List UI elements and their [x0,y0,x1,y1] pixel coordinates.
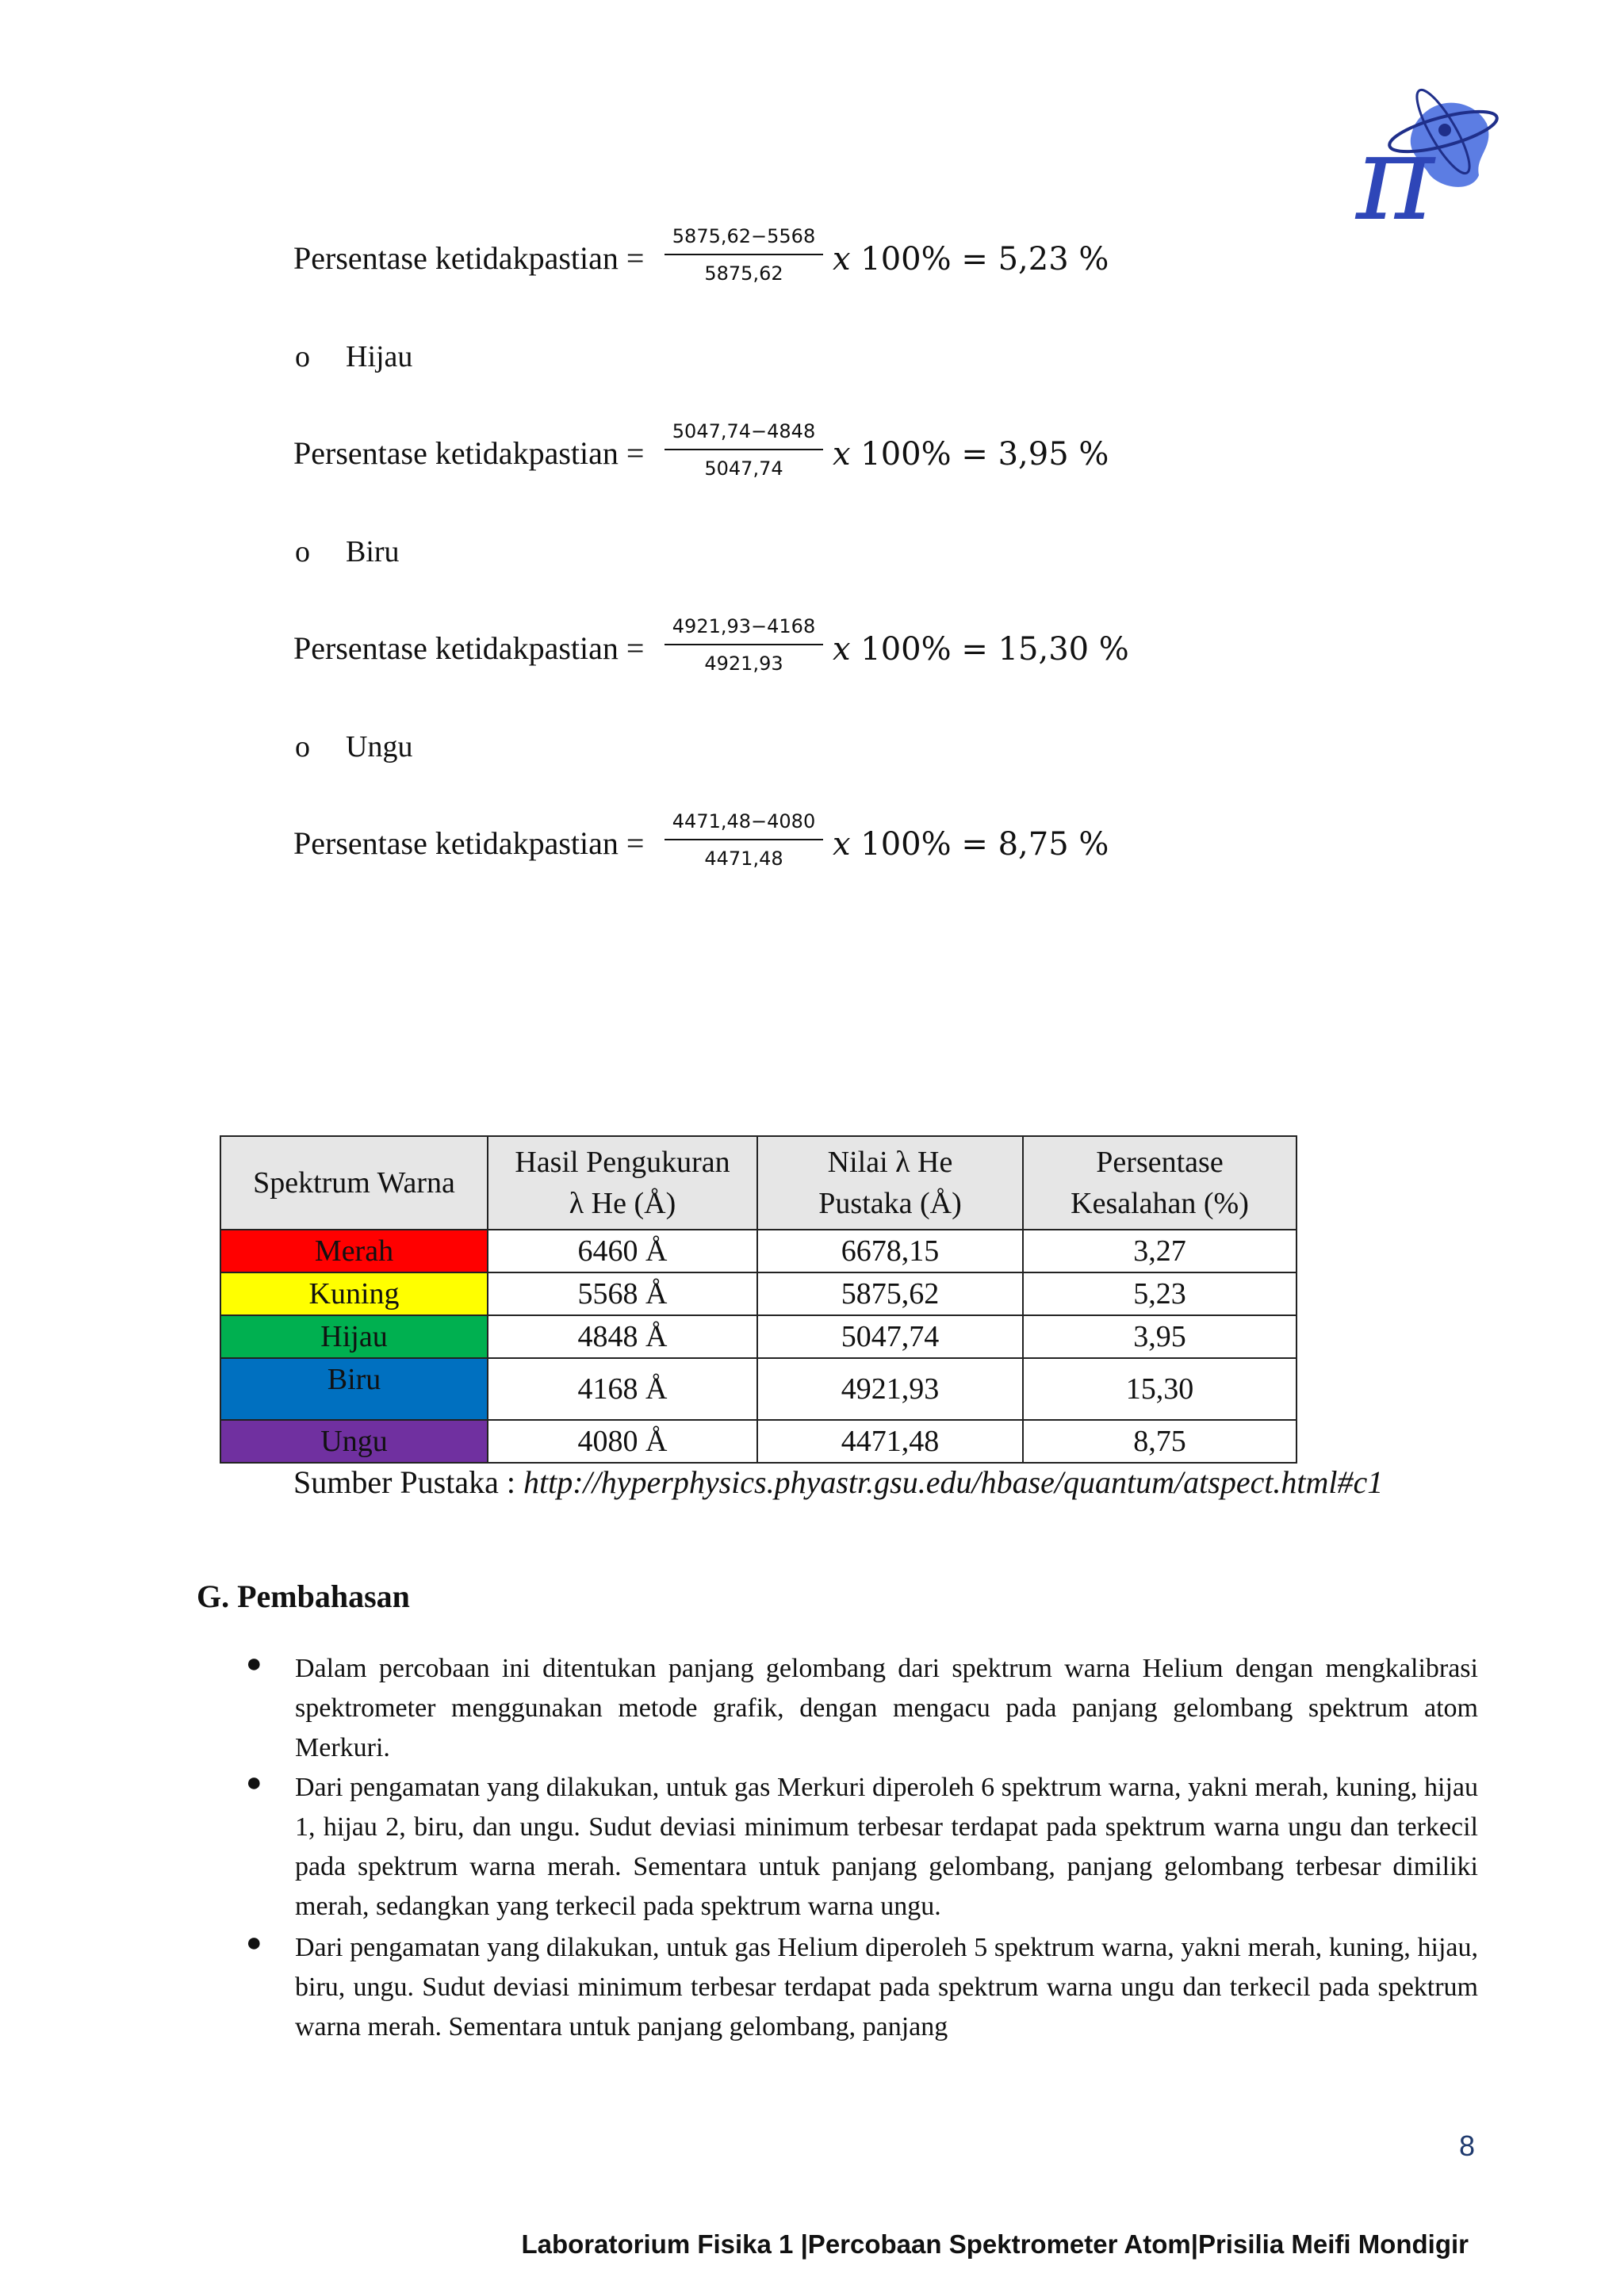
discussion-paragraph: Dalam percobaan ini ditentukan panjang gelombang dari spektrum warna Helium dengan mengkalibrasi spektrometer menggunakan metode grafik, dengan mengacu pada panjang gelombang spektrum atom Merkuri. [295,1654,1478,1762]
discussion-paragraph: Dari pengamatan yang dilakukan, untuk gas Merkuri diperoleh 6 spektrum warna, yakni merah, kuning, hijau 1, hijau 2, biru, dan ungu. Sudut deviasi minimum terbesar terdapat pada spektrum warna ungu dan terkecil pada spektrum warna merah. Sementara untuk panjang gelombang, panjang gelombang terbesar dimiliki merah, sedangkan yang terkecil pada spektrum warna ungu. [295,1773,1478,1921]
measured-cell: 4080 Å [488,1420,757,1463]
equation-result: x 100% = 8,75 % [833,826,1109,863]
reference-cell: 5875,62 [757,1272,1023,1315]
pi-glyph: π [1356,109,1434,235]
header-nilai-pustaka: Nilai λ He Pustaka (Å) [757,1136,1023,1230]
equation-ungu [293,807,1245,894]
error-cell: 3,27 [1023,1230,1297,1272]
measured-cell: 5568 Å [488,1272,757,1315]
error-cell: 3,95 [1023,1315,1297,1358]
table-row [220,1420,1297,1463]
equation-label: Persentase ketidakpastian = [293,435,645,471]
color-cell: Hijau [220,1315,488,1358]
fraction [665,807,823,872]
equation-label: Persentase ketidakpastian = [293,630,645,666]
bullet-dot: ● [246,1928,262,1957]
source-url[interactable]: http://hyperphysics.phyastr.gsu.edu/hbase/quantum/atspect.html#c1 [523,1464,1384,1500]
equation-result: x 100% = 15,30 % [833,631,1129,668]
fraction [665,417,823,482]
wavelength-table [220,1135,1297,1464]
header-persentase-kesalahan: Persentase Kesalahan (%) [1023,1136,1297,1230]
table-row [220,1230,1297,1272]
error-cell: 8,75 [1023,1420,1297,1463]
measured-cell: 6460 Å [488,1230,757,1272]
color-cell: Biru [220,1358,488,1420]
table-row [220,1315,1297,1358]
table-row [220,1358,1297,1420]
equation-label: Persentase ketidakpastian = [293,825,645,861]
equation-kuning [293,222,1245,309]
fraction [665,612,823,677]
bullet-biru: o Biru [295,535,400,568]
measured-cell: 4168 Å [488,1358,757,1420]
fraction-numerator: 4921,93−4168 [672,615,816,637]
discussion-paragraph: Dari pengamatan yang dilakukan, untuk gas Helium diperoleh 5 spektrum warna, yakni merah, kuning, hijau, biru, ungu. Sudut deviasi minimum terbesar terdapat pada spektrum warna ungu dan terkecil pada spektrum warna merah. Sementara untuk panjang gelombang, panjang [295,1933,1478,2042]
fraction-denominator: 5875,62 [704,262,783,285]
equation-result: x 100% = 5,23 % [833,241,1109,277]
fraction-denominator: 4471,48 [704,848,783,870]
measured-cell: 4848 Å [488,1315,757,1358]
fraction-denominator: 4921,93 [704,652,783,675]
table-row [220,1272,1297,1315]
bullet-hijau: o Hijau [295,340,413,373]
equation-hijau [293,417,1245,504]
color-cell: Kuning [220,1272,488,1315]
bullet-dot: ● [246,1768,262,1797]
source-reference: Sumber Pustaka : http://hyperphysics.phyastr.gsu.edu/hbase/quantum/atspect.html#c1 [293,1464,1384,1500]
table-header-row [220,1136,1297,1230]
bullet-ungu: o Ungu [295,730,413,763]
reference-cell: 4921,93 [757,1358,1023,1420]
section-heading: G. Pembahasan [197,1578,410,1614]
equation-label: Persentase ketidakpastian = [293,240,645,276]
color-cell: Ungu [220,1420,488,1463]
pi-logo [1340,76,1499,235]
page-footer: Laboratorium Fisika 1 |Percobaan Spektrometer Atom|Prisilia Meifi Mondigir [521,2229,1469,2259]
fraction-numerator: 4471,48−4080 [672,810,816,832]
error-cell: 15,30 [1023,1358,1297,1420]
reference-cell: 6678,15 [757,1230,1023,1272]
reference-cell: 4471,48 [757,1420,1023,1463]
fraction-numerator: 5875,62−5568 [672,225,816,247]
equation-result: x 100% = 3,95 % [833,436,1109,473]
fraction-numerator: 5047,74−4848 [672,420,816,442]
header-spektrum-warna: Spektrum Warna [220,1136,488,1230]
bullet-dot: ● [246,1649,262,1678]
reference-cell: 5047,74 [757,1315,1023,1358]
color-cell: Merah [220,1230,488,1272]
page-number: 8 [1459,2130,1476,2162]
fraction-denominator: 5047,74 [704,457,783,480]
error-cell: 5,23 [1023,1272,1297,1315]
fraction [665,222,823,287]
header-hasil-pengukuran: Hasil Pengukuran λ He (Å) [488,1136,757,1230]
equation-biru [293,612,1245,699]
